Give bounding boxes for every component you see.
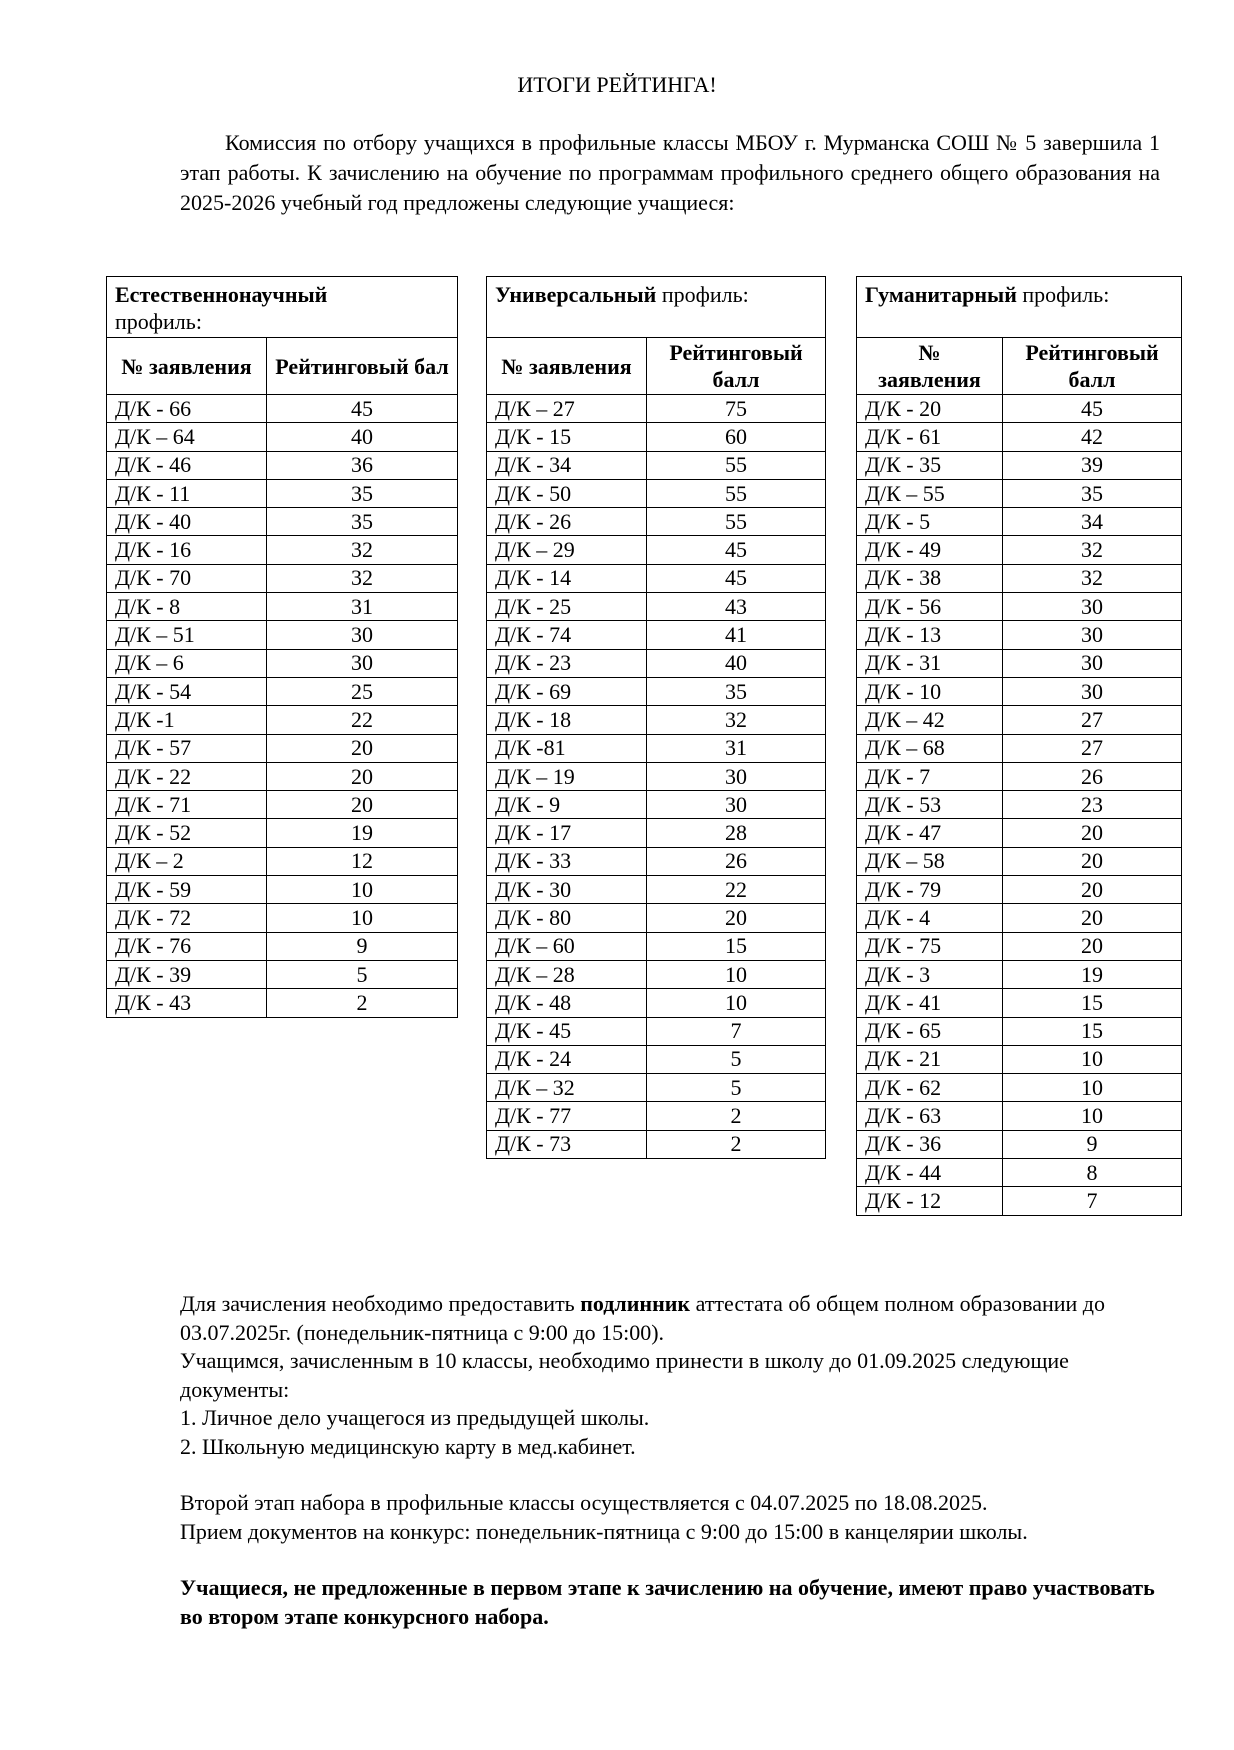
table-row [487,536,826,564]
table-row [107,395,458,423]
application-number: Д/К - 31 [857,649,1003,677]
rating-score: 15 [647,932,826,960]
rating-score: 20 [267,791,458,819]
rating-score: 7 [647,1017,826,1045]
application-number: Д/К - 66 [107,395,267,423]
rating-score: 40 [647,649,826,677]
table-row [487,819,826,847]
table-row [487,734,826,762]
application-number: Д/К – 58 [857,847,1003,875]
table-row [107,932,458,960]
application-number: Д/К – 29 [487,536,647,564]
table-row [107,423,458,451]
rating-score: 41 [647,621,826,649]
application-number: Д/К - 44 [857,1159,1003,1187]
rating-score: 27 [1003,706,1182,734]
table-row [857,904,1182,932]
rating-score: 20 [267,734,458,762]
rating-score: 30 [1003,593,1182,621]
rating-score: 32 [1003,536,1182,564]
rating-score: 34 [1003,508,1182,536]
table-row [857,479,1182,507]
table-natural-science [106,276,458,1018]
column-header: № заявления [107,338,267,395]
rating-score: 43 [647,593,826,621]
table-row [107,677,458,705]
application-number: Д/К - 12 [857,1187,1003,1215]
rating-score: 15 [1003,989,1182,1017]
table-row [857,423,1182,451]
table-row [487,508,826,536]
application-number: Д/К - 73 [487,1130,647,1158]
table-row [487,423,826,451]
table-row [107,904,458,932]
table-row [107,706,458,734]
rating-score: 15 [1003,1017,1182,1045]
table-row [487,451,826,479]
rating-score: 45 [647,536,826,564]
rating-score: 10 [647,960,826,988]
table-row [487,1130,826,1158]
table-humanities [856,276,1182,1216]
rating-score: 31 [647,734,826,762]
table-row [857,1017,1182,1045]
table-row [107,989,458,1017]
application-number: Д/К - 16 [107,536,267,564]
application-number: Д/К - 25 [487,593,647,621]
rating-score: 5 [647,1074,826,1102]
rating-score: 26 [1003,762,1182,790]
table-row [857,876,1182,904]
footer-paragraph-original: Для зачисления необходимо предоставить подлинник аттестата об общем полном образовании до 03.07.2025г. (понедельник-пятница с 9:00 до 15:00). [180,1291,1105,1345]
application-number: Д/К - 71 [107,791,267,819]
table-row [487,593,826,621]
table-row [487,989,826,1017]
rating-score: 45 [647,564,826,592]
rating-score: 30 [1003,677,1182,705]
table-row [107,451,458,479]
application-number: Д/К - 54 [107,677,267,705]
table-row [107,479,458,507]
application-number: Д/К – 68 [857,734,1003,762]
application-number: Д/К - 56 [857,593,1003,621]
rating-score: 10 [1003,1045,1182,1073]
rating-score: 20 [1003,847,1182,875]
application-number: Д/К -81 [487,734,647,762]
table-row [487,564,826,592]
application-number: Д/К - 43 [107,989,267,1017]
footer-second-stage: Второй этап набора в профильные классы осуществляется с 04.07.2025 по 18.08.2025. [180,1490,988,1515]
application-number: Д/К - 4 [857,904,1003,932]
application-number: Д/К - 11 [107,479,267,507]
table-row [857,734,1182,762]
application-number: Д/К - 46 [107,451,267,479]
rating-score: 9 [1003,1130,1182,1158]
table-row [857,1159,1182,1187]
table-row [107,621,458,649]
application-number: Д/К - 62 [857,1074,1003,1102]
application-number: Д/К - 77 [487,1102,647,1130]
application-number: Д/К – 28 [487,960,647,988]
rating-score: 60 [647,423,826,451]
application-number: Д/К - 48 [487,989,647,1017]
rating-score: 35 [267,479,458,507]
application-number: Д/К - 17 [487,819,647,847]
column-header: Рейтинговый балл [647,338,826,395]
application-number: Д/К - 49 [857,536,1003,564]
rating-score: 45 [1003,395,1182,423]
table-row [487,847,826,875]
rating-score: 32 [647,706,826,734]
application-number: Д/К - 22 [107,762,267,790]
application-number: Д/К - 8 [107,593,267,621]
table-row [107,762,458,790]
application-number: Д/К - 53 [857,791,1003,819]
application-number: Д/К - 50 [487,479,647,507]
rating-score: 10 [267,904,458,932]
rating-score: 55 [647,451,826,479]
table-row [857,593,1182,621]
table-row [487,706,826,734]
rating-score: 45 [267,395,458,423]
table-row [857,706,1182,734]
rating-score: 22 [647,876,826,904]
application-number: Д/К - 59 [107,876,267,904]
application-number: Д/К - 9 [487,791,647,819]
rating-score: 20 [1003,819,1182,847]
application-number: Д/К – 19 [487,762,647,790]
rating-score: 20 [647,904,826,932]
intro-paragraph: Комиссия по отбору учащихся в профильные классы МБОУ г. Мурманска СОШ № 5 завершила 1 этап работы. К зачислению на обучение по программам профильного среднего общего образования на 2025-2026 учебный год предложены следующие учащиеся: [180,130,1160,215]
rating-score: 5 [647,1045,826,1073]
table-row [107,508,458,536]
rating-score: 39 [1003,451,1182,479]
table-row [857,932,1182,960]
rating-score: 32 [267,564,458,592]
rating-score: 2 [267,989,458,1017]
rating-score: 27 [1003,734,1182,762]
table-row [857,621,1182,649]
application-number: Д/К - 35 [857,451,1003,479]
application-number: Д/К – 32 [487,1074,647,1102]
rating-score: 32 [1003,564,1182,592]
application-number: Д/К - 21 [857,1045,1003,1073]
rating-score: 26 [647,847,826,875]
application-number: Д/К - 70 [107,564,267,592]
table-row [857,677,1182,705]
rating-score: 5 [267,960,458,988]
application-number: Д/К - 40 [107,508,267,536]
rating-score: 30 [1003,649,1182,677]
table-row [487,649,826,677]
application-number: Д/К - 63 [857,1102,1003,1130]
table-row [107,791,458,819]
table-row [487,1045,826,1073]
rating-score: 30 [267,649,458,677]
rating-score: 30 [267,621,458,649]
footer-list-item: 1. Личное дело учащегося из предыдущей школы. [180,1405,650,1430]
table-row [487,1102,826,1130]
footer-list-item: 2. Школьную медицинскую карту в мед.кабинет. [180,1433,636,1459]
table-row [857,819,1182,847]
rating-score: 75 [647,395,826,423]
application-number: Д/К – 51 [107,621,267,649]
application-number: Д/К - 74 [487,621,647,649]
rating-score: 32 [267,536,458,564]
table-caption: Универсальный профиль: [487,277,826,338]
rating-score: 20 [267,762,458,790]
application-number: Д/К - 61 [857,423,1003,451]
rating-score: 40 [267,423,458,451]
application-number: Д/К - 24 [487,1045,647,1073]
application-number: Д/К - 76 [107,932,267,960]
table-row [857,960,1182,988]
table-caption: Гуманитарный профиль: [857,277,1182,338]
table-row [857,564,1182,592]
table-row [857,1102,1182,1130]
application-number: Д/К - 20 [857,395,1003,423]
application-number: Д/К - 41 [857,989,1003,1017]
column-header: № заявления [857,338,1003,395]
application-number: Д/К – 6 [107,649,267,677]
table-row [857,762,1182,790]
table-row [487,791,826,819]
column-header: № заявления [487,338,647,395]
table-row [857,395,1182,423]
rating-score: 36 [267,451,458,479]
rating-score: 22 [267,706,458,734]
table-row [857,847,1182,875]
application-number: Д/К - 23 [487,649,647,677]
rating-score: 2 [647,1130,826,1158]
application-number: Д/К - 34 [487,451,647,479]
table-row [857,508,1182,536]
table-row [107,734,458,762]
application-number: Д/К - 72 [107,904,267,932]
application-number: Д/К - 52 [107,819,267,847]
application-number: Д/К - 79 [857,876,1003,904]
footer-reception: Прием документов на конкурс: понедельник-пятница с 9:00 до 15:00 в канцелярии школы. [180,1518,1028,1544]
rating-score: 10 [1003,1102,1182,1130]
rating-score: 20 [1003,932,1182,960]
table-row [857,451,1182,479]
rating-score: 9 [267,932,458,960]
table-row [107,960,458,988]
rating-score: 55 [647,508,826,536]
application-number: Д/К - 39 [107,960,267,988]
rating-score: 19 [1003,960,1182,988]
application-number: Д/К - 15 [487,423,647,451]
table-row [487,479,826,507]
application-number: Д/К – 60 [487,932,647,960]
footer-notes [180,1290,1170,1631]
application-number: Д/К – 64 [107,423,267,451]
application-number: Д/К – 2 [107,847,267,875]
column-header: Рейтинговый бал [267,338,458,395]
table-row [857,1045,1182,1073]
table-row [487,677,826,705]
application-number: Д/К - 5 [857,508,1003,536]
table-row [487,1017,826,1045]
application-number: Д/К - 3 [857,960,1003,988]
table-row [857,989,1182,1017]
footer-final-note: Учащиеся, не предложенные в первом этапе к зачислению на обучение, имеют право участвовать во втором этапе конкурсного набора. [180,1575,1155,1629]
footer-paragraph-documents: Учащимся, зачисленным в 10 классы, необходимо принести в школу до 01.09.2025 следующие документы: [180,1348,1069,1402]
application-number: Д/К - 10 [857,677,1003,705]
application-number: Д/К - 69 [487,677,647,705]
application-number: Д/К – 55 [857,479,1003,507]
table-row [487,621,826,649]
application-number: Д/К - 33 [487,847,647,875]
table-row [107,536,458,564]
application-number: Д/К - 30 [487,876,647,904]
application-number: Д/К - 47 [857,819,1003,847]
table-row [107,819,458,847]
application-number: Д/К - 14 [487,564,647,592]
rating-score: 25 [267,677,458,705]
table-universal [486,276,826,1159]
table-row [107,649,458,677]
table-row [487,932,826,960]
rating-score: 2 [647,1102,826,1130]
table-caption: Естественнонаучный профиль: [107,277,458,338]
table-row [857,1130,1182,1158]
application-number: Д/К - 13 [857,621,1003,649]
application-number: Д/К -1 [107,706,267,734]
rating-score: 35 [1003,479,1182,507]
application-number: Д/К – 27 [487,395,647,423]
application-number: Д/К - 57 [107,734,267,762]
column-header: Рейтинговый балл [1003,338,1182,395]
rating-score: 31 [267,593,458,621]
application-number: Д/К - 45 [487,1017,647,1045]
table-row [107,847,458,875]
table-row [857,536,1182,564]
table-row [857,791,1182,819]
rating-score: 30 [1003,621,1182,649]
table-row [107,564,458,592]
rating-score: 55 [647,479,826,507]
rating-score: 10 [267,876,458,904]
rating-score: 35 [267,508,458,536]
rating-score: 28 [647,819,826,847]
application-number: Д/К - 26 [487,508,647,536]
rating-score: 20 [1003,876,1182,904]
application-number: Д/К - 36 [857,1130,1003,1158]
table-row [487,1074,826,1102]
rating-score: 12 [267,847,458,875]
application-number: Д/К - 18 [487,706,647,734]
rating-score: 20 [1003,904,1182,932]
table-row [487,876,826,904]
table-row [857,1074,1182,1102]
rating-score: 19 [267,819,458,847]
table-row [107,876,458,904]
rating-score: 10 [1003,1074,1182,1102]
table-row [107,593,458,621]
rating-score: 30 [647,791,826,819]
table-row [857,1187,1182,1215]
application-number: Д/К - 75 [857,932,1003,960]
rating-score: 8 [1003,1159,1182,1187]
page-title: ИТОГИ РЕЙТИНГА! [517,72,717,97]
table-row [487,960,826,988]
rating-score: 35 [647,677,826,705]
application-number: Д/К - 38 [857,564,1003,592]
application-number: Д/К - 7 [857,762,1003,790]
table-row [487,762,826,790]
rating-score: 10 [647,989,826,1017]
rating-score: 23 [1003,791,1182,819]
rating-score: 30 [647,762,826,790]
table-row [857,649,1182,677]
table-row [487,395,826,423]
application-number: Д/К - 65 [857,1017,1003,1045]
rating-score: 42 [1003,423,1182,451]
application-number: Д/К - 80 [487,904,647,932]
application-number: Д/К – 42 [857,706,1003,734]
table-row [487,904,826,932]
rating-score: 7 [1003,1187,1182,1215]
